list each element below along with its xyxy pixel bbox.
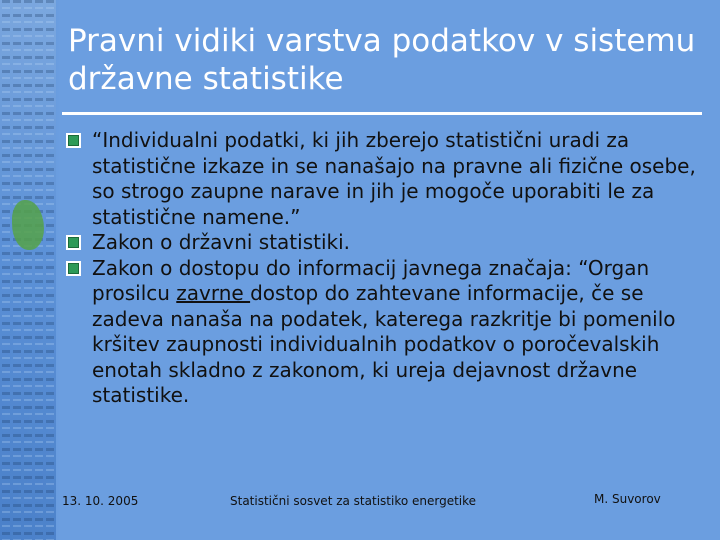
bullet-text-underlined: zavrne — [176, 281, 251, 305]
bullet-item — [66, 230, 706, 256]
bullet-text-before: Zakon o dostopu do informacij javnega značaja: “Organ prosilcu — [92, 255, 650, 305]
bullet-text-after: dostop do zahtevane informacije, če se zadeva nanaša na podatek, katerega razkritje bi pomenilo kršitev zaupnosti individualnih podatkov o poročevalskih enotah skladno z zakonom, ki ureja dejavnost državne statistike. — [92, 281, 676, 407]
footer-author: M. Suvorov — [594, 492, 661, 506]
checkbox-bullet-icon — [66, 261, 81, 276]
slide-content — [66, 128, 706, 409]
footer-center-text: Statistični sosvet za statistiko energetike — [230, 494, 477, 508]
slide-title: Pravni vidiki varstva podatkov v sistemu državne statistike — [68, 23, 696, 97]
side-strip-column — [46, 0, 54, 540]
side-strip-column — [2, 0, 10, 540]
side-strip-column — [35, 0, 43, 540]
bullet-text: “Individualni podatki, ki jih zberejo statistični uradi za statistične izkaze in se nanašajo na pravne ali fizične osebe, so strogo zaupne narave in jih je mogoče uporabiti le za statistične namene.” — [92, 128, 696, 229]
bullet-item — [66, 128, 706, 230]
checkbox-bullet-icon — [66, 133, 81, 148]
side-strip-column — [24, 0, 32, 540]
footer-date: 13. 10. 2005 — [62, 494, 139, 508]
decorative-side-strip — [0, 0, 56, 540]
bullet-text: Zakon o državni statistiki. — [92, 230, 351, 254]
checkbox-bullet-icon — [66, 235, 81, 250]
bullet-item — [66, 256, 706, 409]
side-strip-column — [13, 0, 21, 540]
title-divider — [62, 112, 702, 115]
